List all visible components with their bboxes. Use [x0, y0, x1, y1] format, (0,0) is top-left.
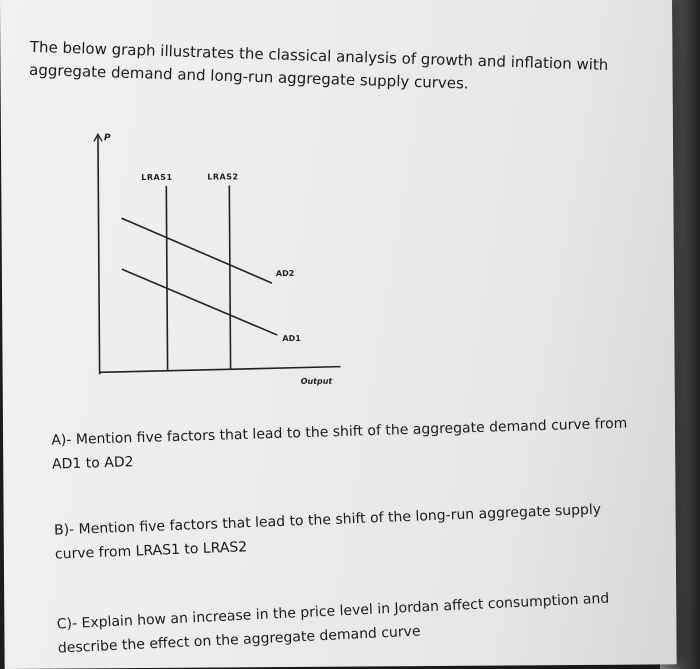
y-axis [98, 136, 100, 374]
lras2-label: LRAS2 [207, 172, 239, 182]
x-axis [100, 367, 341, 373]
lras1-line [166, 186, 167, 370]
ad1-label: AD1 [282, 333, 301, 344]
question-a: A)- Mention five factors that lead to the shift of the aggregate demand curve from AD1 to AD2 [51, 415, 628, 473]
question-b: B)- Mention five factors that lead to the shift of the long-run aggregate supply curve from LRAS1 to LRAS2 [53, 501, 602, 563]
question-c: C)- Explain how an increase in the price level in Jordan affect consumption and describe the effect on the aggregate demand curve [56, 590, 610, 657]
ad1-curve [122, 268, 277, 336]
intro-text: The below graph illustrates the classical analysis of growth and inflation with aggregate demand and long-run aggregate supply curves. [28, 37, 609, 93]
x-axis-label: Output [300, 376, 333, 386]
lras1-label: LRAS1 [141, 172, 173, 183]
lras2-line [229, 185, 230, 369]
ad2-label: AD2 [275, 268, 295, 279]
y-axis-label: P [103, 133, 111, 144]
ad2-curve [122, 217, 272, 284]
ad-lras-graph [81, 123, 353, 400]
